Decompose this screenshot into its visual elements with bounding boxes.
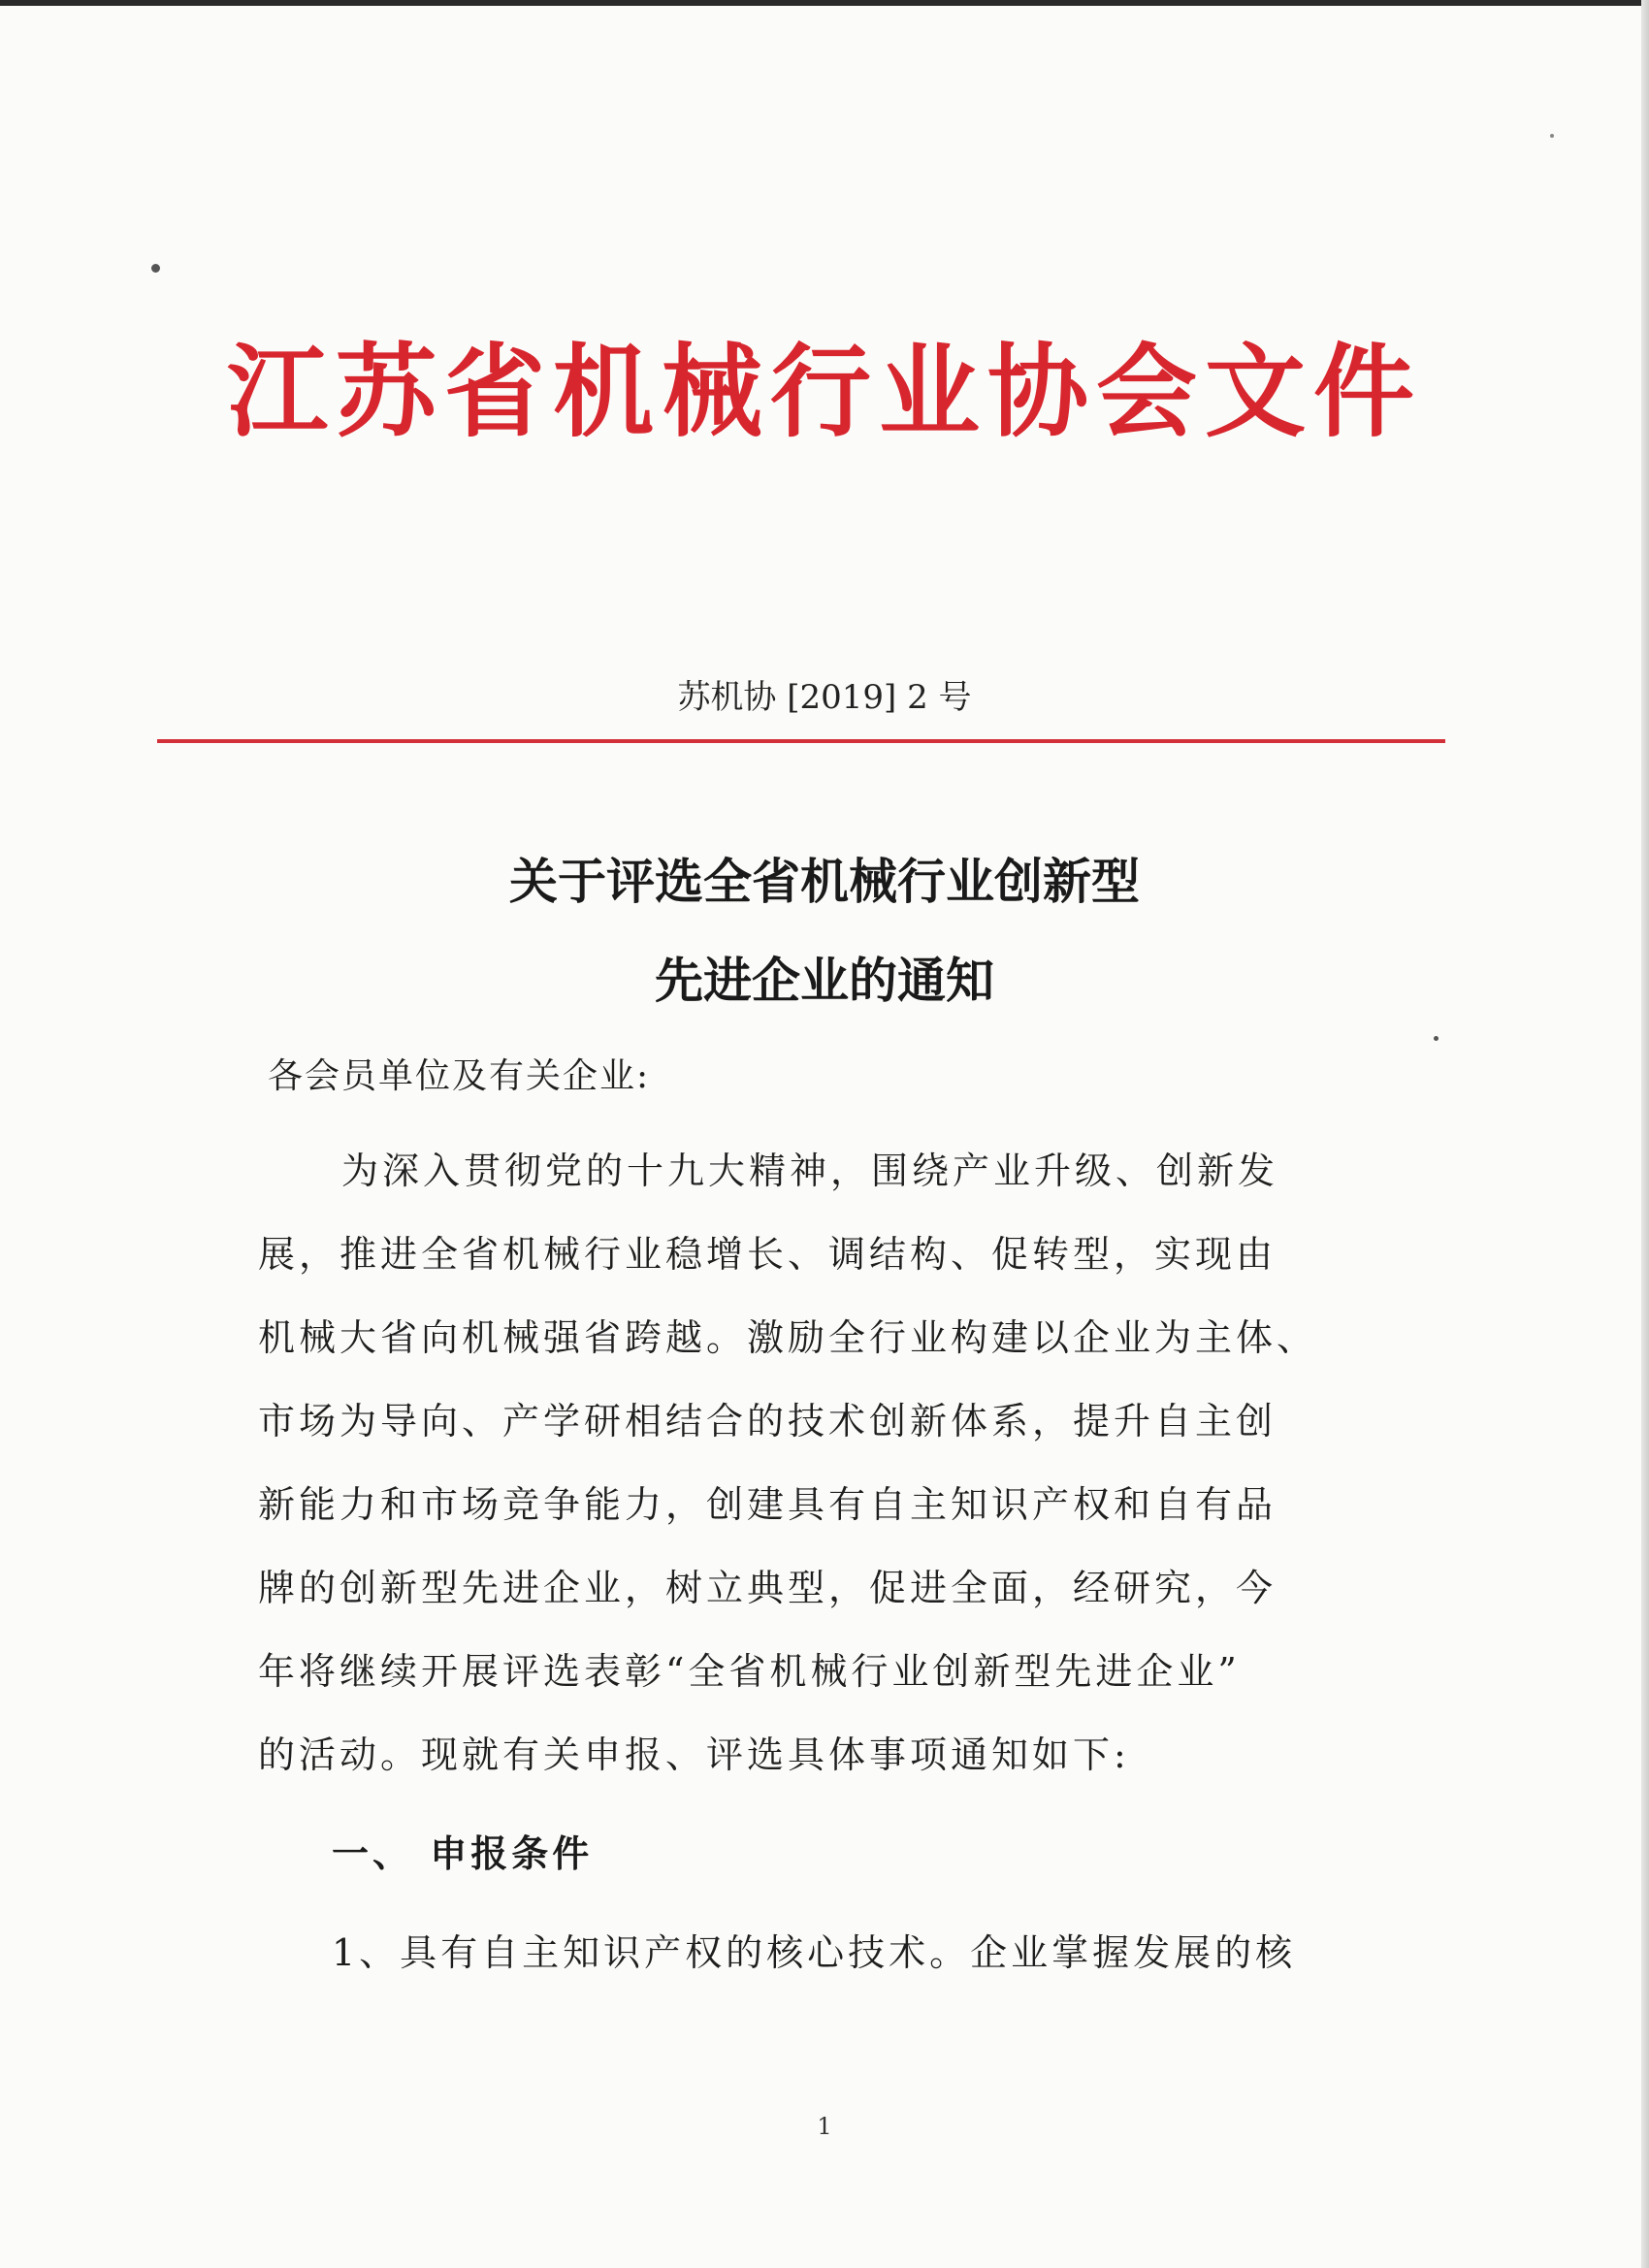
scan-speck — [1550, 134, 1554, 138]
page-number: 1 — [817, 2113, 832, 2140]
body-line: 年将继续开展评选表彰“全省机械行业创新型先进企业” — [258, 1650, 1241, 1693]
body-line: 新能力和市场竞争能力，创建具有自主知识产权和自有品 — [258, 1483, 1277, 1526]
list-item-1: 1、具有自主知识产权的核心技术。企业掌握发展的核 — [332, 1931, 1297, 1974]
body-line: 牌的创新型先进企业，树立典型，促进全面，经研究，今 — [258, 1567, 1277, 1609]
notice-title-line-2: 先进企业的通知 — [655, 953, 994, 1009]
body-line: 的活动。现就有关申报、评选具体事项通知如下: — [258, 1733, 1130, 1776]
document-number: 苏机协 [2019] 2 号 — [677, 678, 972, 717]
body-line: 市场为导向、产学研相结合的技术创新体系，提升自主创 — [258, 1400, 1277, 1442]
scan-edge-top — [0, 0, 1649, 6]
issuer-header-title: 江苏省机械行业协会文件 — [226, 332, 1422, 451]
section-heading-application-conditions: 一、 申报条件 — [332, 1831, 594, 1875]
red-divider-line — [157, 739, 1445, 743]
addressee: 各会员单位及有关企业: — [268, 1056, 651, 1096]
body-line: 展，推进全省机械行业稳增长、调结构、促转型，实现由 — [258, 1233, 1277, 1276]
body-line: 机械大省向机械强省跨越。激励全行业构建以企业为主体、 — [258, 1316, 1318, 1359]
scan-edge-right — [1641, 0, 1649, 2268]
scan-speck — [151, 264, 160, 273]
scan-speck — [1434, 1036, 1439, 1041]
notice-title-line-1: 关于评选全省机械行业创新型 — [509, 854, 1140, 910]
body-line: 为深入贯彻党的十九大精神，围绕产业升级、创新发 — [341, 1150, 1279, 1192]
